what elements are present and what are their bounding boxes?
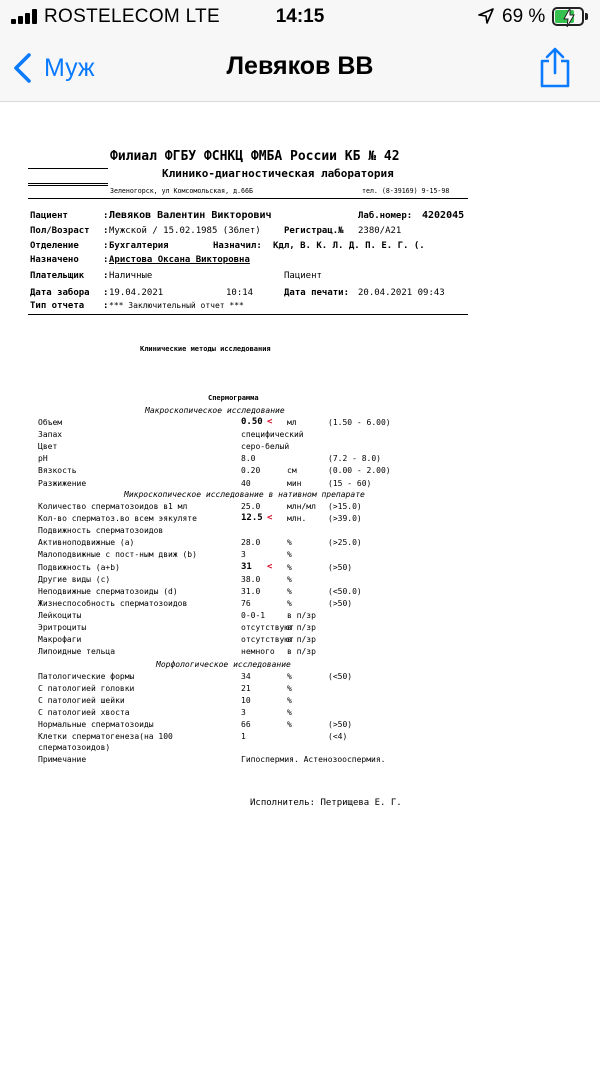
cells-ref: (<4) — [328, 732, 348, 741]
result-unit: % — [287, 562, 292, 572]
result-unit: % — [287, 550, 292, 560]
result-name: Вязкость — [38, 466, 77, 476]
header-line — [28, 185, 108, 186]
report-type-value: *** Заключительный отчет *** — [109, 301, 244, 310]
cells-name-line2: сперматозоидов) — [38, 743, 111, 752]
department-value: Бухгалтерия — [109, 241, 169, 251]
result-value: немного — [241, 647, 275, 657]
date-taken-value: 19.04.2021 — [109, 288, 164, 298]
header-line — [28, 183, 108, 184]
result-value: 10 — [241, 696, 251, 706]
page-title: Левяков ВВ — [226, 52, 374, 80]
result-value: 25.0 — [241, 502, 261, 511]
result-name: Подвижность (a+b) — [38, 562, 120, 572]
subsection-morpho: Морфологическое исследование — [156, 660, 291, 669]
phone: тел. (8-39169) 9-15-98 — [362, 187, 450, 195]
sex-age-label: Пол/Возраст — [30, 226, 90, 236]
subsection-macro: Макроскопическое исследование — [145, 406, 285, 415]
result-value: 66 — [241, 720, 251, 730]
result-name: Цвет — [38, 442, 58, 452]
lab-name: Клинико-диагностическая лаборатория — [162, 167, 394, 180]
result-value: специфический — [241, 430, 304, 440]
ordered-by-value: Кдл, В. К. Л. Д. П. Е. Г. (. — [273, 241, 425, 251]
cells-value: 1 — [241, 732, 246, 741]
org-name: Филиал ФГБУ ФСНКЦ ФМБА России КБ № 42 — [110, 149, 400, 164]
result-unit: мл — [287, 418, 297, 427]
result-row — [0, 561, 600, 576]
abnormal-flag: < — [267, 417, 273, 427]
result-name: Объем — [38, 418, 63, 427]
carrier-label: ROSTELECOM LTE — [44, 6, 220, 27]
result-reference: (0.00 - 2.00) — [328, 466, 391, 476]
result-unit: % — [287, 696, 292, 706]
result-name: Патологические формы — [38, 672, 135, 681]
result-name: Макрофаги — [38, 635, 82, 645]
patient-block-rule — [28, 314, 468, 315]
result-name: Жизнеспособность сперматозоидов — [38, 598, 188, 608]
result-name: pH — [38, 454, 48, 464]
battery-charging-icon — [552, 7, 584, 26]
date-taken-label: Дата забора — [30, 288, 90, 298]
result-value: 0-0-1 — [241, 610, 266, 620]
section-title: Клинические методы исследования — [140, 345, 271, 353]
result-unit: % — [287, 684, 292, 694]
result-row — [0, 443, 600, 455]
result-unit: мин — [287, 478, 302, 488]
result-name: Нормальные сперматозоиды — [38, 720, 154, 730]
result-unit: в п/зр — [287, 635, 316, 645]
result-row — [0, 576, 600, 588]
header-rule — [28, 198, 468, 199]
result-name: Эритроциты — [38, 623, 87, 632]
result-name: Липоидные тельца — [38, 647, 116, 657]
result-unit: в п/зр — [287, 610, 316, 620]
assigned-value: Аристова Оксана Викторовна — [109, 255, 250, 265]
result-unit: % — [287, 538, 292, 548]
registration-label: Регистрац.№ — [284, 226, 344, 236]
patient-label: Пациент — [30, 211, 68, 221]
result-value: 12.5 — [241, 513, 263, 524]
result-value: 0.50 — [241, 417, 263, 427]
cells-name-line1: Клетки сперматогенеза(на 100 — [38, 732, 173, 741]
result-value: 34 — [241, 672, 251, 681]
result-unit: % — [287, 586, 292, 596]
result-row — [0, 455, 600, 467]
payer-value: Наличные — [109, 271, 153, 281]
result-name: Количество сперматозоидов в1 мл — [38, 502, 188, 511]
result-unit: млн/мл — [287, 502, 316, 511]
assigned-label: Назначено — [30, 255, 79, 265]
result-unit: % — [287, 574, 292, 584]
result-value: 76 — [241, 598, 251, 608]
result-unit: % — [287, 672, 292, 681]
print-date-value: 20.04.2021 09:43 — [358, 288, 445, 298]
result-name: С патологией хвоста — [38, 708, 130, 718]
back-button-label: Муж — [44, 53, 95, 82]
result-unit: см — [287, 466, 297, 476]
result-name: Кол-во сперматоз.во всем эякуляте — [38, 514, 197, 524]
result-name: Неподвижные сперматозоиды (d) — [38, 586, 178, 596]
share-icon[interactable] — [538, 46, 572, 88]
time-taken-value: 10:14 — [226, 288, 254, 298]
status-bar — [0, 0, 600, 34]
abnormal-flag: < — [267, 561, 273, 572]
print-date-label: Дата печати: — [284, 288, 350, 298]
result-unit: % — [287, 720, 292, 730]
battery-percent: 69 % — [502, 6, 546, 27]
result-unit: % — [287, 708, 292, 718]
result-row — [0, 551, 600, 563]
result-row — [0, 600, 600, 612]
subsection-micro: Микроскопическое исследование в нативном препарате — [124, 490, 365, 499]
registration-value: 2380/А21 — [358, 226, 402, 236]
result-value: 21 — [241, 684, 251, 694]
result-reference: (>50) — [328, 562, 353, 572]
result-value: серо-белый — [241, 442, 290, 452]
result-reference: (>39.0) — [328, 514, 362, 524]
result-name: С патологией головки — [38, 684, 135, 694]
result-reference: (<50) — [328, 672, 353, 681]
result-unit: млн. — [287, 514, 307, 524]
result-reference: (<50.0) — [328, 586, 362, 596]
result-row — [0, 467, 600, 479]
result-unit: в п/зр — [287, 623, 316, 632]
result-reference: (15 - 60) — [328, 478, 372, 488]
result-reference: (1.50 - 6.00) — [328, 418, 391, 427]
abnormal-flag: < — [267, 513, 273, 524]
battery-cap — [585, 13, 588, 20]
note-label: Примечание — [38, 755, 87, 764]
sex-age-value: Мужской / 15.02.1985 (36лет) — [109, 226, 261, 236]
result-name: Подвижность сперматозоидов — [38, 526, 164, 536]
result-value: 3 — [241, 550, 246, 560]
result-value: отсутствуют — [241, 635, 294, 645]
result-reference: (7.2 - 8.0) — [328, 454, 381, 464]
result-row — [0, 431, 600, 443]
result-value: 40 — [241, 478, 251, 488]
test-title: Спермограмма — [208, 394, 259, 402]
lab-number-label: Лаб.номер: — [358, 211, 413, 221]
result-reference: (>25.0) — [328, 538, 362, 548]
result-reference: (>50) — [328, 720, 353, 730]
result-reference: (>15.0) — [328, 502, 362, 511]
result-name: Запах — [38, 430, 63, 440]
result-unit: % — [287, 598, 292, 608]
report-type-label: Тип отчета — [30, 301, 85, 311]
result-value: 3 — [241, 708, 246, 718]
result-reference: (>50) — [328, 598, 353, 608]
payer-extra: Пациент — [284, 271, 322, 281]
result-value: 0.20 — [241, 466, 261, 476]
navigation-bar — [0, 34, 600, 102]
result-value: 8.0 — [241, 454, 256, 464]
header-line — [28, 168, 108, 169]
result-value: 28.0 — [241, 538, 261, 548]
result-value: 31 — [241, 561, 252, 572]
clock: 14:15 — [275, 6, 325, 27]
result-name: Лейкоциты — [38, 610, 82, 620]
result-row — [0, 588, 600, 600]
result-name: Активноподвижные (a) — [38, 538, 135, 548]
result-name: Другие виды (c) — [38, 574, 111, 584]
result-name: Малоподвижные с пост-ным движ (b) — [38, 550, 197, 560]
result-unit: в п/зр — [287, 647, 316, 657]
result-name: Разжижение — [38, 478, 87, 488]
result-value: 38.0 — [241, 574, 261, 584]
result-row — [0, 648, 600, 660]
result-name: С патологией шейки — [38, 696, 125, 706]
executor: Исполнитель: Петрищева Е. Г. — [250, 798, 402, 808]
note-value: Гипоспермия. Астенозооспермия. — [241, 755, 386, 764]
lab-report-document: Филиал ФГБУ ФСНКЦ ФМБА России КБ № 42 Клинико-диагностическая лаборатория Зеленогорск, ул Комсомольская, д.66Б тел. (8-39169) 9-15-98 Пациент : Левяков Валентин Викторович Лаб.номер: 4202045 Пол/Возраст : Мужской / 15.02.1985 (36лет) Регистрац.№ 2380/А21 Отделение : Бухгалтерия Назначил: Кдл, В. К. Л. Д. П. Е. Г. (. Назначено : Аристова Оксана Викторовна Плательщик : Наличные Пациент Дата забора : 19.04.2021 10:14 Дата печати: 20.04.2021 09:43 Тип отчета : *** Заключительный отчет *** Клинические методы исследования Спермограмма Макроскопическое исследование Объем 0.50 < мл (1.50 - 6.00) Запах специфический Цвет серо-белый pH 8.0 (7.2 - 8.0) Вязкость 0.20 см (0.00 - 2.00) Разжижение 40 мин (15 - 60) Микроскопическое исследование в нативном препарате Количество сперматозоидов в1 мл 25.0 млн/мл (>15.0) Кол-во сперматоз.во всем эякуляте 12.5 < млн. (>39.0) Подвижность сперматозоидов Активноподвижные (a) 28.0 % (>25.0) Малоподвижные с пост-ным движ (b) 3 % Подвижность (a+b) 31 < % (>50) Другие виды (c) 38.0 % Неподвижные сперматозоиды (d) 31.0 % (<50.0) Жизнеспособность сперматозоидов 76 % (>50) Лейкоциты 0-0-1 в п/зр Эритроциты отсутствуют в п/зр Макрофаги отсутствуют в п/зр Липоидные тельца немного в п/зр Морфологическое исследование Патологические формы 34 % (<50) С патологией головки 21 % С патологией шейки 10 % С патологией хвоста 3 % Нормальные сперматозоиды 66 % (>50) Клетки сперматогенеза(на 100 сперматозоидов) 1 (<4) Примечание Гипоспермия. Астенозооспермия. Исполнитель: Петрищева Е. Г. — [0, 103, 600, 1066]
patient-name: Левяков Валентин Викторович — [109, 210, 272, 221]
result-value: отсутствуют — [241, 623, 294, 632]
ordered-by-label: Назначил: — [213, 241, 262, 251]
address: Зеленогорск, ул Комсомольская, д.66Б — [110, 187, 253, 195]
result-value: 31.0 — [241, 586, 261, 596]
payer-label: Плательщик — [30, 271, 85, 281]
location-arrow-icon — [478, 8, 494, 24]
department-label: Отделение — [30, 241, 79, 251]
lab-number: 4202045 — [422, 210, 465, 221]
